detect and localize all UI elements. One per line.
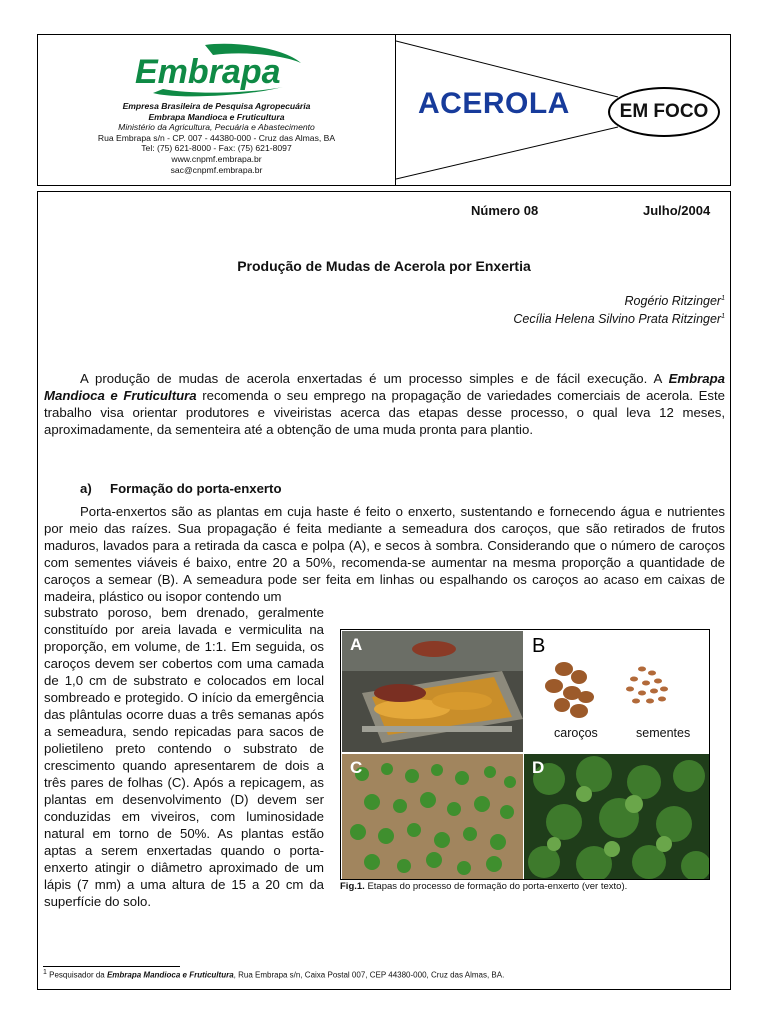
series-title: ACEROLA [418, 87, 570, 120]
figure-panel-b [524, 631, 709, 752]
intro-paragraph: A produção de mudas de acerola enxertadas é um processo simples e de fácil execução. A Embrapa Mandioca e Fruticultura recomenda o seu emprego na propagação de variedades comerciais de acerola. Este trabalho visa orientar produtores e viveiristas acerca das etapas desse processo, o qual leva 12 meses, aproximadamente, da sementeira até a obtenção de uma muda pronta para plantio. [44, 371, 726, 437]
figure-panel-c [342, 754, 523, 879]
author-1: Rogério Ritzinger$^1$ [624, 294, 725, 308]
photo-nursery-plants [524, 754, 709, 879]
header-box [37, 34, 731, 186]
panel-label-c: C [350, 758, 363, 777]
footnote: $^1$ Pesquisador da Embrapa Mandioca e Fruticultura, Rua Embrapa s/n, Caixa Postal 007, CEP 44380-000, Cruz das Almas, BA. [43, 969, 505, 980]
org-email[interactable]: sac@cnpmf.embrapa.br [170, 164, 263, 175]
footnote-rule [43, 966, 180, 967]
panel-label-b: B [532, 635, 546, 657]
embrapa-logo [133, 43, 308, 97]
body-paragraph-continued: substrato poroso, bem drenado, geralmente constituído por areia lavada e vermiculita na proporção, em volume, de 1:1. Em seguida, os caroços devem ser cobertos com uma camada de 1,0 cm de substrato e colocados em local sombreado e protegido. O início da emergência das plântulas ocorre duas a três semanas após a semeadura, sendo repicadas para sacos de polietileno preto contendo o substrato de crescimento quando apresentarem de dois a três pares de folhas (C). Após a repicagem, as plantas em desenvolvimento (D) devem ser conduzidas em viveiros, com luminosidade natural em torno de 50%. As plantas estão aptas a serem enxertadas quando o porta-enxerto atingir o diâmetro aproximado de um lápis (7 mm) a uma altura de 15 a 20 cm da superfície do solo. [44, 605, 324, 909]
org-line: Empresa Brasileira de Pesquisa Agropecuária [122, 101, 311, 111]
figure-panel-a [342, 631, 523, 752]
org-line: Tel: (75) 621-8000 - Fax: (75) 621-8097 [141, 143, 292, 154]
section-heading-a: a) Formação do porta-enxerto [80, 481, 282, 496]
org-website[interactable]: www.cnpmf.embrapa.br [171, 153, 262, 164]
label-sementes: sementes [636, 726, 691, 740]
issue-date: Julho/2004 [643, 203, 711, 218]
issue-number: Número 08 [471, 203, 539, 218]
document-title: Produção de Mudas de Acerola por Enxertia [237, 258, 531, 274]
photo-washing-seeds [342, 631, 523, 752]
series-badge: EM FOCO [608, 87, 720, 137]
panel-label-a: A [350, 635, 363, 654]
figure-1 [340, 629, 710, 880]
label-carocos: caroços [554, 726, 598, 740]
author-2: Cecília Helena Silvino Prata Ritzinger$^1$ [513, 312, 725, 326]
photo-seedlings [342, 754, 523, 879]
logo-text: Embrapa [135, 53, 281, 91]
org-line: Embrapa Mandioca e Fruticultura [148, 111, 285, 122]
figure-caption: Fig.1. Etapas do processo de formação do porta-enxerto (ver texto). [340, 881, 628, 892]
body-paragraph: Porta-enxertos são as plantas em cuja haste é feito o enxerto, sustentando e fornecendo água e nutrientes por meio das raízes. Sua propagação é feita mediante a semeadura dos caroços, que são retirados de frutos maduros, lavados para a retirada da casca e polpa (A), e secos à sombra. Considerando que o número de caroços com sementes viáveis é baixo, entre 20 a 50%, recomenda-se aumentar na mesma proporção a quantidade de caroços a semear (B). A semeadura pode ser feita em linhas ou espalhando os caroços ao acaso em caixas de madeira, plástico ou isopor contendo um [44, 504, 725, 604]
panel-label-d: D [532, 758, 545, 777]
org-line: Rua Embrapa s/n - CP. 007 - 44380-000 - Cruz das Almas, BA [97, 132, 336, 143]
org-line: Ministério da Agricultura, Pecuária e Abastecimento [118, 122, 315, 133]
figure-panel-d [524, 754, 709, 879]
org-info [38, 101, 395, 175]
